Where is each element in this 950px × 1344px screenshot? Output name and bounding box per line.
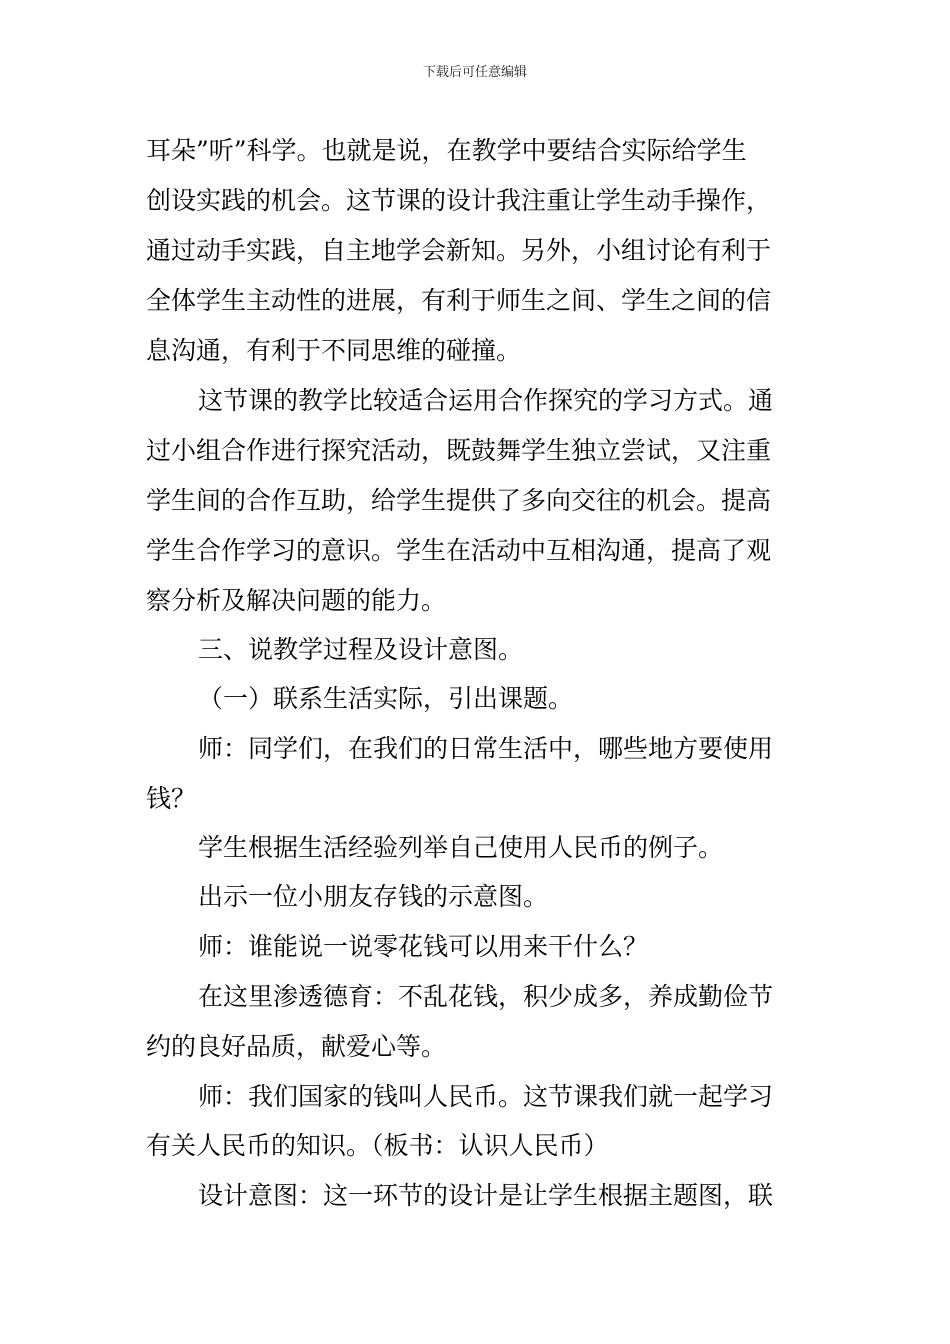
text-line: 约的良好品质，献爱心等。: [146, 1032, 447, 1061]
text-line: 察分析及解决问题的能力。: [146, 586, 447, 615]
text-line: 出示一位小朋友存钱的示意图。: [198, 882, 549, 911]
text-line: 通过动手实践，自主地学会新知。另外，小组讨论有利于: [146, 236, 772, 265]
text-line: 创设实践的机会。这节课的设计我注重让学生动手操作，: [146, 186, 772, 215]
text-line: 学生间的合作互助，给学生提供了多向交往的机会。提高: [146, 486, 772, 515]
text-line: 耳朵”听”科学。也就是说，在教学中要结合实际给学生: [146, 136, 747, 165]
text-line: 在这里渗透德育：不乱花钱，积少成多，养成勤俭节: [198, 982, 774, 1011]
text-line: 息沟通，有利于不同思维的碰撞。: [146, 336, 522, 365]
text-line: 钱？: [146, 784, 197, 813]
text-line: 学生合作学习的意识。学生在活动中互相沟通，提高了观: [146, 536, 772, 565]
text-line: 师：同学们，在我们的日常生活中，哪些地方要使用: [198, 734, 774, 763]
text-line: 过小组合作进行探究活动，既鼓舞学生独立尝试，又注重: [146, 436, 772, 465]
text-line: 设计意图：这一环节的设计是让学生根据主题图，联: [198, 1181, 774, 1210]
text-line: 全体学生主动性的进展，有利于师生之间、学生之间的信: [146, 286, 772, 315]
text-line: 三、说教学过程及设计意图。: [198, 635, 524, 664]
page-header-note: 下载后可任意编辑: [422, 65, 527, 80]
text-line: 有关人民币的知识。（板书：认识人民币）: [146, 1131, 609, 1160]
text-line: 师：谁能说一说零花钱可以用来干什么？: [198, 932, 649, 961]
text-line: （一）联系生活实际，引出课题。: [198, 684, 574, 713]
text-line: 这节课的教学比较适合运用合作探究的学习方式。通: [198, 386, 774, 415]
text-line: 师：我们国家的钱叫人民币。这节课我们就一起学习: [198, 1082, 774, 1111]
text-line: 学生根据生活经验列举自己使用人民币的例子。: [198, 833, 724, 862]
